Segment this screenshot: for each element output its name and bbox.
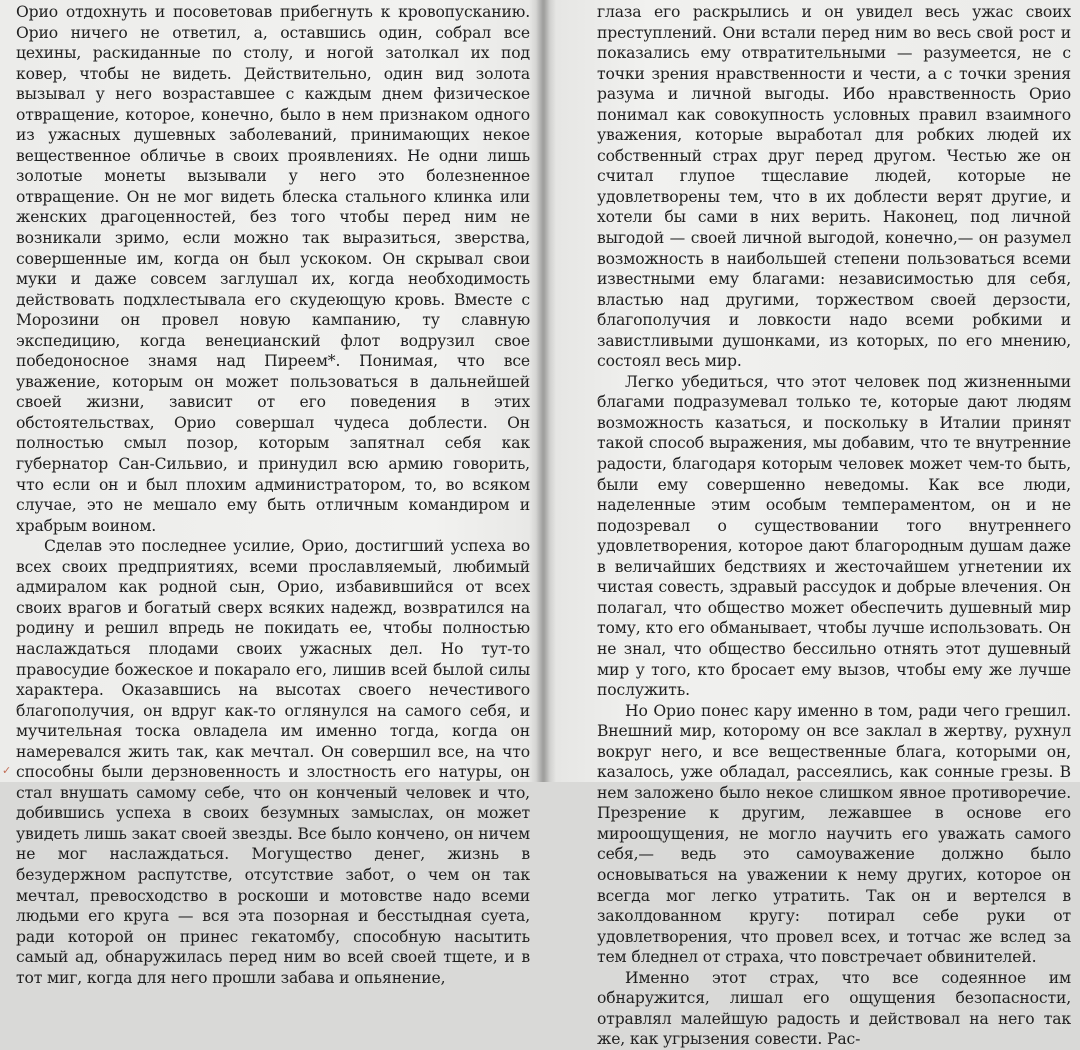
right-paragraph-2: Легко убедиться, что этот человек под жизненными благами подразумевал только те, которые дают людям возможность казаться, и поскольку в Италии принят такой способ выражения, мы добавим, что те внутренние радости, благодаря которым человек может чем-то быть, были ему совершенно неведомы. Как все люди, наделенные этим особым темпераментом, он и не подозревал о существовании того внутреннего удовлетворения, которое дают благородным душам даже в величайших бедствиях и жесточайшем угнетении их чистая совесть, здравый рассудок и добрые влечения. Он полагал, что общество может обеспечить душевный мир тому, кто его обманывает, чтобы лучше использовать. Он не знал, что общество бессильно отнять этот душевный мир у того, кто бросает ему вызов, чтобы ему же лучше послужить. <box>597 372 1071 700</box>
right-page <box>597 2 1071 1050</box>
pencil-mark-icon: ✓ <box>2 764 12 777</box>
book-gutter <box>536 0 550 782</box>
right-paragraph-1: глаза его раскрылись и он увидел весь ужас своих преступлений. Они встали перед ним во весь свой рост и показались ему отвратительными — разумеется, не с точки зрения нравственности и чести, а с точки зрения разума и личной выгоды. Ибо нравственность Орио понимал как совокупность условных правил взаимного уважения, которые выработал для робких людей их собственный страх друг перед другом. Честью же он считал глупое тщеславие людей, которые не удовлетворены тем, что в их доблести верят другие, и хотели бы сами в них верить. Наконец, под личной выгодой — своей личной выгодой, конечно,— он разумел возможность в наибольшей степени пользоваться всеми известными ему благами: независимостью для себя, властью над другими, торжеством своей дерзости, благополучия и ловкости надо всеми робкими и завистливыми душонками, из которых, по его мнению, состоял весь мир. <box>597 3 1071 371</box>
right-paragraph-3: Но Орио понес кару именно в том, ради чего грешил. Внешний мир, которому он все заклал в жертву, рухнул вокруг него, и все вещественные блага, которыми он, казалось, уже обладал, рассеялись, как сонные грезы. В нем заложено было некое слишком явное противоречие. Презрение к другим, лежавшее в основе его мироощущения, не могло научить его уважать самого себя,— ведь это самоуважение должно было основываться на уважении к нему других, которое он всегда мог легко утратить. Так он и вертелся в заколдованном кругу: потирал себе руки от удовлетворения, что провел всех, и тотчас же вслед за тем бледнел от страха, что повстречает обвинителей. <box>597 701 1071 967</box>
right-paragraph-4: Именно этот страх, что все содеянное им обнаружится, лишал его ощущения безопасности, отравлял малейшую радость и действовал на него так же, как угрызения совести. Рас- <box>597 968 1071 1049</box>
left-page <box>16 2 530 988</box>
left-paragraph-1: Орио отдохнуть и посоветовав прибегнуть к кровопусканию. Орио ничего не ответил, а, оставшись один, собрал все цехины, раскиданные по столу, и ногой затолкал их под ковер, чтобы не видеть. Действительно, один вид золота вызывал у него возраставшее с каждым днем физическое отвращение, которое, конечно, было в нем признаком одного из ужасных душевных заболеваний, принимающих некое вещественное обличье в своих проявлениях. Не одни лишь золотые монеты вызывали у него это болезненное отвращение. Он не мог видеть блеска стального клинка или женских драгоценностей, без того чтобы перед ним не возникали зримо, если можно так выразиться, зверства, совершенные им, когда он был ускоком. Он скрывал свои муки и даже совсем заглушал их, когда необходимость действовать подхлестывала его скудеющую кровь. Вместе с Морозини он провел новую кампанию, ту славную экспедицию, когда венецианский флот водрузил свое победоносное знамя над Пиреем*. Понимая, что все уважение, которым он может пользоваться в дальнейшей своей жизни, зависит от его поведения в этих обстоятельствах, Орио совершал чудеса доблести. Он полностью смыл позор, которым запятнал себя как губернатор Сан-Сильвио, и принудил всю армию говорить, что если он и был плохим администратором, то, во всяком случае, это не мешало ему быть отличным командиром и храбрым воином. <box>16 3 530 535</box>
left-paragraph-2: Сделав это последнее усилие, Орио, достигший успеха во всех своих предприятиях, всеми прославляемый, любимый адмиралом как родной сын, Орио, избавившийся от всех своих врагов и богатый сверх всяких надежд, возвратился на родину и решил впредь не покидать ее, чтобы полностью наслаждаться плодами своих ужасных дел. Но тут-то правосудие божеское и покарало его, лишив всей былой силы характера. Оказавшись на высотах своего нечестивого благополучия, он вдруг как-то оглянулся на самого себя, и мучительная тоска овладела им именно тогда, когда он намеревался жить так, как мечтал. Он совершил все, на что способны были дерзновенность и злостность его натуры, он стал внушать самому себе, что он конченый человек и что, добившись успеха в своих безумных замыслах, он может увидеть лишь закат своей звезды. Все было кончено, он ничем не мог наслаждаться. Могущество денег, жизнь в безудержном распутстве, отсутствие забот, о чем он так мечтал, превосходство в роскоши и мотовстве надо всеми людьми его круга — вся эта позорная и бесстыдная суета, ради которой он принес гекатомбу, способную насытить самый ад, обнаружилась перед ним во всей своей тщете, и в тот миг, когда для него прошли забава и опьянение, <box>16 537 530 987</box>
